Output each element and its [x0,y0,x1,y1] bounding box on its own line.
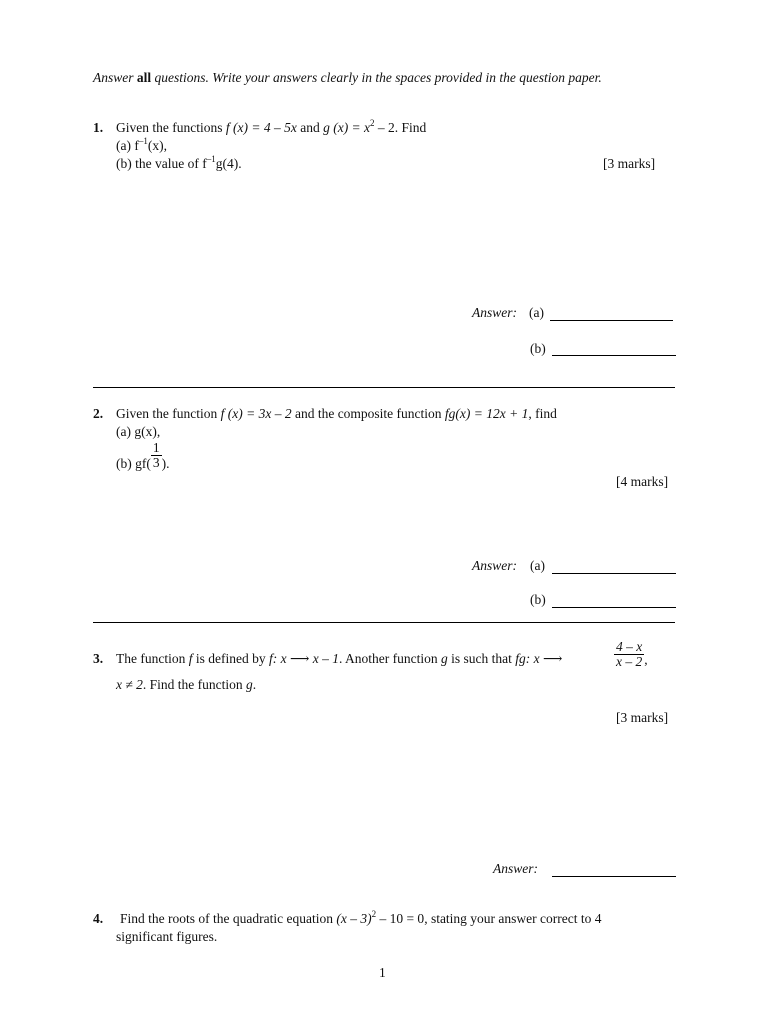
instructions: Answer all questions. Write your answers clearly in the spaces provided in the question paper. [93,70,602,85]
question-4-stem-line-2: significant figures. [116,929,218,944]
question-1-answer-b-field[interactable] [552,354,676,356]
question-1-marks: [3 marks] [603,156,656,171]
fraction-one-third: $\frac{1}{3}$ [152,440,160,470]
question-1-answer-label: Answer: [472,305,517,320]
question-4-number: 4. [93,911,104,926]
question-1-answer-a-field[interactable] [550,319,673,321]
question-4-stem: Find the roots of the quadratic equation (x – 3)$^2$ – 10 = 0, stating your answer correct to 4 [120,908,602,926]
question-2-answer-label: Answer: [472,558,517,573]
page-number: 1 [379,965,386,980]
divider [93,622,675,623]
question-2-answer-a-label: (a) [530,558,545,573]
question-2-part-b: (b) gf( $\frac{1}{3}$ ). [116,440,170,471]
question-2-stem: Given the function f (x) = 3x – 2 and the composite function fg(x) = 12x + 1, find [116,406,557,421]
question-1-stem: Given the functions f (x) = 4 – 5x and g $(x) = x^2 - 2$. Find [116,117,427,135]
question-2-marks: [4 marks] [616,474,669,489]
question-3-stem-line-2: x ≠ 2. Find the function g. [116,677,257,692]
question-3-answer-label: Answer: [493,861,538,876]
question-1-answer-a-label: (a) [529,305,544,320]
question-3-number: 3. [93,651,104,666]
question-1-part-b: (b) the value of $f^{-1}g(4)$. [116,153,242,171]
question-2-part-a: (a) g(x), [116,424,161,439]
question-3-answer-field[interactable] [552,875,676,877]
fraction-4-minus-x-over-x-minus-2: $\frac{4 - x}{x - 2}$ , [616,639,648,669]
question-1-number: 1. [93,120,104,135]
question-2-answer-b-field[interactable] [552,606,676,608]
question-2-answer-b-label: (b) [530,592,546,607]
question-1-answer-b-label: (b) [530,341,546,356]
question-1-part-a: (a) $f^{-1}(x)$, [116,135,167,153]
question-3-marks: [3 marks] [616,710,669,725]
question-2-answer-a-field[interactable] [552,572,676,574]
divider [93,387,675,388]
question-2-number: 2. [93,406,104,421]
question-3-stem: The function f is defined by f: x ⟶ x – 1. Another function g is such that fg: x ⟶ [116,651,563,666]
